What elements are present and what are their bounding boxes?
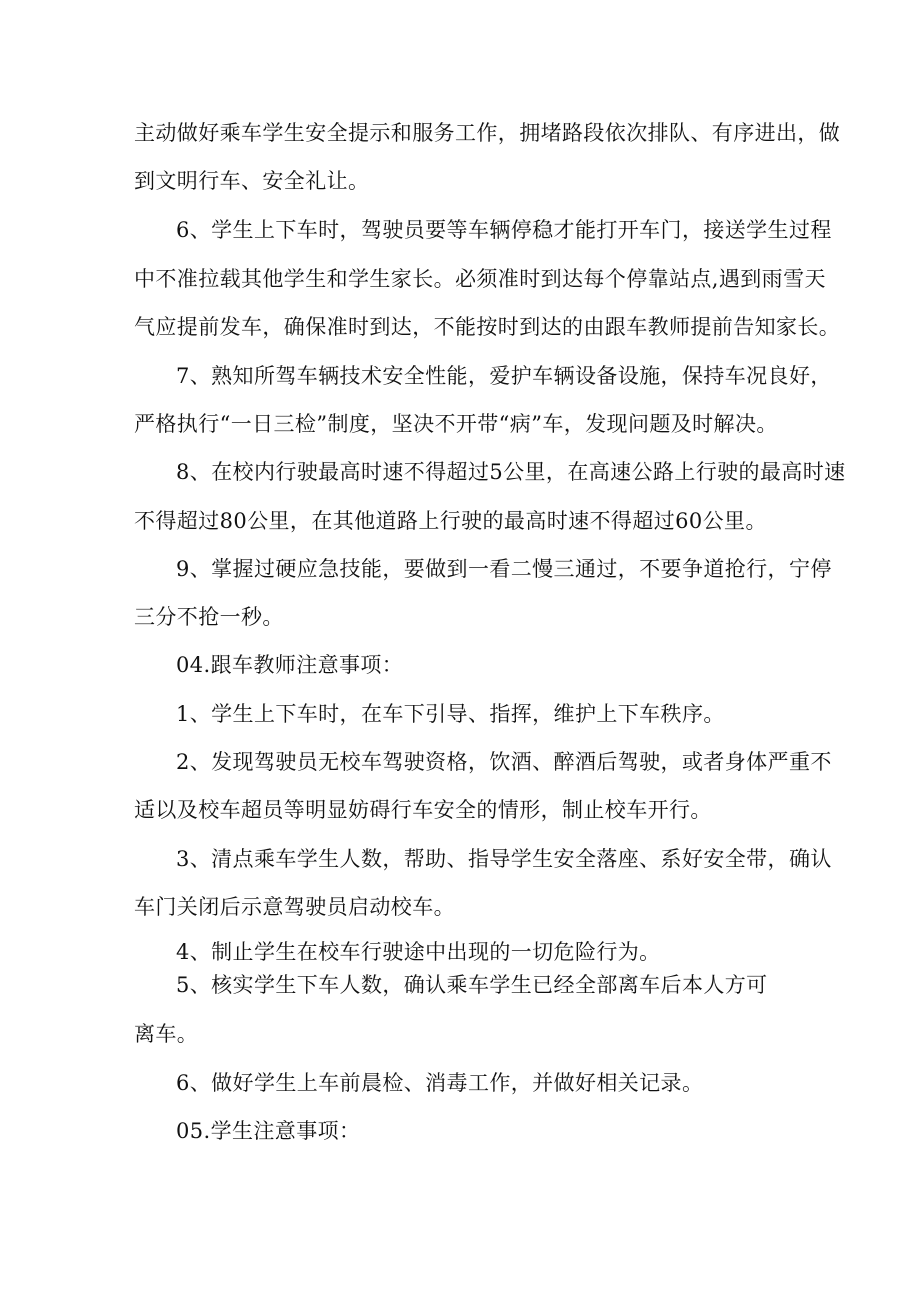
paragraph-line: 9、掌握过硬应急技能，要做到一看二慢三通过，不要争道抢行，宁停 [176, 557, 832, 581]
paragraph-line: 3、清点乘车学生人数，帮助、指导学生安全落座、系好安全带，确认 [176, 847, 832, 871]
paragraph-line: 8、在校内行驶最高时速不得超过5公里，在高速公路上行驶的最高时速 [176, 460, 846, 484]
paragraph-line: 7、熟知所驾车辆技术安全性能，爱护车辆设备设施，保持车况良好， [176, 364, 832, 388]
paragraph-line: 到文明行车、安全礼让。 [134, 169, 370, 193]
paragraph-line: 离车。 [134, 1022, 199, 1046]
paragraph-line: 严格执行“一日三检”制度，坚决不开带“病”车，发现问题及时解决。 [134, 412, 778, 436]
paragraph-line: 气应提前发车，确保准时到达，不能按时到达的由跟车教师提前告知家长。 [134, 315, 841, 339]
paragraph-line: 适以及校车超员等明显妨碍行车安全的情形，制止校车开行。 [134, 798, 712, 822]
section-heading: 05.学生注意事项： [176, 1119, 361, 1143]
paragraph-line: 中不准拉载其他学生和学生家长。必须准时到达每个停靠站点,遇到雨雪天 [134, 267, 826, 291]
paragraph-line: 1、学生上下车时，在车下引导、指挥，维护上下车秩序。 [176, 702, 725, 726]
paragraph-line: 4、制止学生在校车行驶途中出现的一切危险行为。 [176, 940, 661, 964]
paragraph-line: 主动做好乘车学生安全提示和服务工作，拥堵路段依次排队、有序进出，做 [134, 121, 841, 145]
paragraph-line: 2、发现驾驶员无校车驾驶资格，饮酒、醉酒后驾驶，或者身体严重不 [176, 750, 832, 774]
paragraph-line: 三分不抢一秒。 [134, 605, 284, 629]
paragraph-line: 不得超过80公里，在其他道路上行驶的最高时速不得超过60公里。 [134, 509, 767, 533]
paragraph-line: 5、核实学生下车人数，确认乘车学生已经全部离车后本人方可 [176, 973, 768, 997]
section-heading: 04.跟车教师注意事项： [176, 653, 404, 677]
paragraph-line: 车门关闭后示意驾驶员启动校车。 [134, 895, 455, 919]
paragraph-line: 6、做好学生上车前晨检、消毒工作，并做好相关记录。 [176, 1071, 704, 1095]
paragraph-line: 6、学生上下车时，驾驶员要等车辆停稳才能打开车门，接送学生过程 [176, 218, 832, 242]
